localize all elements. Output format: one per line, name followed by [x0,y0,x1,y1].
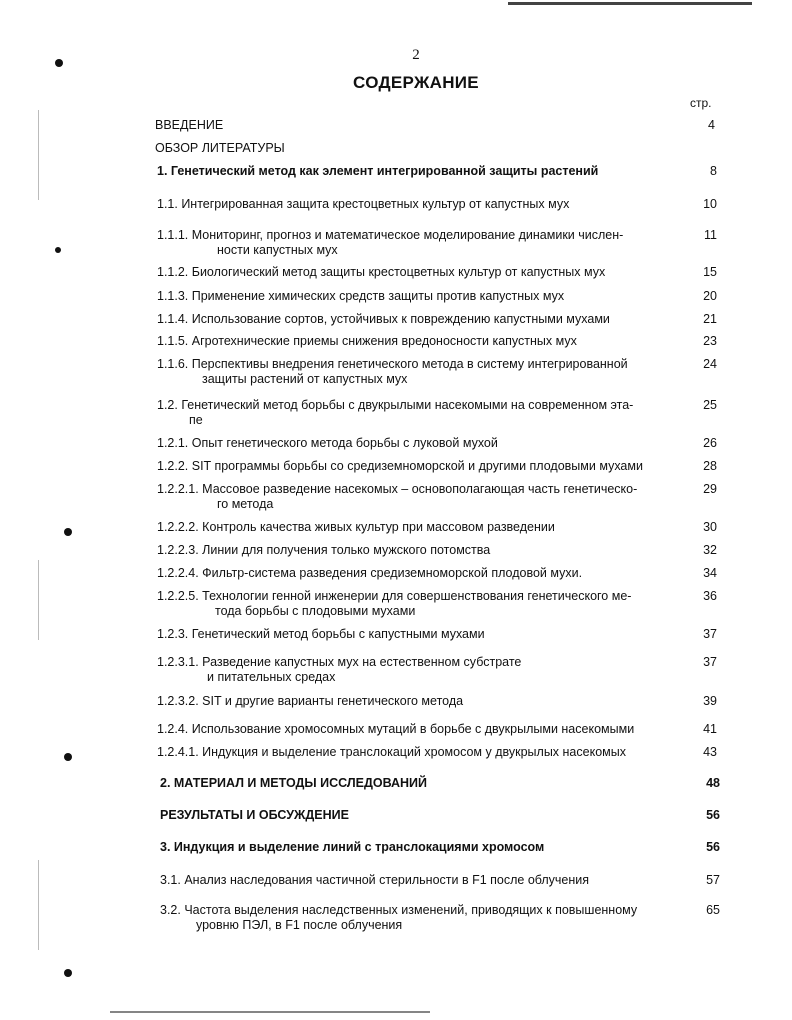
toc-entry [157,655,717,685]
toc-entry-page: 65 [706,903,720,917]
toc-entry [155,118,715,133]
punch-hole-mark [64,753,72,761]
scan-edge-line-left [38,110,39,200]
toc-entry-title: 1.2.1. Опыт генетического метода борьбы с луковой мухой [157,436,498,450]
toc-entry-title: РЕЗУЛЬТАТЫ И ОБСУЖДЕНИЕ [160,808,349,822]
toc-entry [157,543,717,558]
toc-entry [155,141,715,156]
toc-entry-continuation: пе [189,413,203,427]
toc-entry [157,566,717,581]
toc-entry [157,289,717,304]
toc-entry-continuation: уровню ПЭЛ, в F1 после облучения [196,918,403,932]
toc-entry-page: 23 [703,334,717,348]
toc-entry-title: 1.1.2. Биологический метод защиты крестоцветных культур от капустных мух [157,265,606,279]
toc-entry [160,873,720,888]
page-number: 2 [412,47,420,63]
toc-entry-page: 10 [703,197,717,211]
toc-entry-page: 28 [703,459,717,473]
toc-entry [157,334,717,349]
toc-entry-page: 15 [703,265,717,279]
toc-entry-title: 1.2.2.3. Линии для получения только мужского потомства [157,543,491,557]
toc-entry-page: 4 [708,118,715,132]
toc-entry-page: 29 [703,482,717,496]
toc-entry-title: 1.2.4. Использование хромосомных мутаций в борьбе с двукрылыми насекомыми [157,722,635,736]
toc-entry-page: 57 [706,873,720,887]
toc-entry [157,398,717,428]
toc-entry-title: 1.1.5. Агротехнические приемы снижения вредоносности капустных мух [157,334,577,348]
page-title: СОДЕРЖАНИЕ [353,73,479,92]
toc-entry [157,482,717,512]
toc-entry-page: 11 [704,228,717,242]
punch-hole-mark [55,247,61,253]
toc-entry-page: 56 [706,808,720,822]
toc-entry-title: 1.1.6. Перспективы внедрения генетического метода в систему интегрированной [157,357,628,371]
toc-entry [157,589,717,619]
toc-entry-continuation: го метода [217,497,274,511]
toc-entry-page: 21 [703,312,717,326]
toc-entry-page: 8 [710,164,717,178]
toc-entry-page: 25 [703,398,717,412]
toc-entry-title: 1.2.2.2. Контроль качества живых культур при массовом разведении [157,520,555,534]
toc-entry-title: 1.2.3.1. Разведение капустных мух на естественном субстрате [157,655,522,669]
toc-entry-title: 1.2. Генетический метод борьбы с двукрылыми насекомыми на современном эта- [157,398,634,412]
toc-entry-page: 43 [703,745,717,759]
toc-entry [157,265,717,280]
toc-entry-title: 1.2.2.1. Массовое разведение насекомых – основополагающая часть генетическо- [157,482,638,496]
toc-entry [157,228,717,258]
toc-entry-title: 1.2.2.5. Технологии генной инженерии для совершенствования генетического ме- [157,589,632,603]
toc-entry-title: 3. Индукция и выделение линий с транслокациями хромосом [160,840,545,854]
toc-entry-page: 56 [706,840,720,854]
toc-entry-title: 3.2. Частота выделения наследственных изменений, приводящих к повышенному [160,903,638,917]
toc-entry [157,745,717,760]
toc-entry-page: 30 [703,520,717,534]
scan-edge-line-top [508,2,752,5]
toc-entry-title: 1.2.4.1. Индукция и выделение транслокаций хромосом у двукрылых насекомых [157,745,626,759]
toc-entry-page: 37 [703,627,717,641]
toc-entry-page: 32 [703,543,717,557]
toc-entry-title: 2. МАТЕРИАЛ И МЕТОДЫ ИССЛЕДОВАНИЙ [160,776,428,790]
toc-entry [160,903,720,933]
page-column-label: стр. [690,96,712,110]
toc-entry [157,459,717,474]
toc-entry [157,436,717,451]
toc-entry-continuation: ности капустных мух [217,243,338,257]
toc-entry-continuation: и питательных средах [207,670,336,684]
toc-entry-page: 48 [706,776,720,790]
toc-entry-title: 1.1.4. Использование сортов, устойчивых к повреждению капустными мухами [157,312,610,326]
scan-edge-line-bottom [110,1011,430,1013]
toc-entry-title: 1.2.2. SIT программы борьбы со средиземноморской и другими плодовыми мухами [157,459,643,473]
toc-entry-page: 26 [703,436,717,450]
toc-entry [157,694,717,709]
toc-entry-continuation: тода борьбы с плодовыми мухами [215,604,416,618]
toc-entry-title: 1.2.2.4. Фильтр-система разведения средиземноморской плодовой мухи. [157,566,583,580]
toc-entry [157,357,717,387]
toc-entry-page: 36 [703,589,717,603]
toc-entry [157,197,717,212]
toc-entry [157,164,717,179]
toc-entry-title: 1.1.1. Мониторинг, прогноз и математическое моделирование динамики числен- [157,228,624,242]
toc-entry-continuation: защиты растений от капустных мух [202,372,408,386]
toc-entry-page: 39 [703,694,717,708]
toc-entry [160,776,720,791]
toc-entry-title: ОБЗОР ЛИТЕРАТУРЫ [155,141,285,155]
toc-entry [157,312,717,327]
toc-entry-title: 1.1.3. Применение химических средств защиты против капустных мух [157,289,565,303]
scan-edge-line-left [38,560,39,640]
toc-entry-page: 41 [703,722,717,736]
toc-entry-page: 20 [703,289,717,303]
toc-entry-title: 1.2.3. Генетический метод борьбы с капустными мухами [157,627,485,641]
toc-entry-page: 34 [703,566,717,580]
scan-edge-line-left [38,860,39,950]
toc-entry [157,722,717,737]
toc-entry-title: 1.1. Интегрированная защита крестоцветных культур от капустных мух [157,197,570,211]
toc-entry-page: 24 [703,357,717,371]
punch-hole-mark [64,969,72,977]
toc-entry-title: 3.1. Анализ наследования частичной стерильности в F1 после облучения [160,873,590,887]
toc-entry [157,520,717,535]
punch-hole-mark [64,528,72,536]
toc-entry-title: 1.2.3.2. SIT и другие варианты генетического метода [157,694,464,708]
toc-entry-title: 1. Генетический метод как элемент интегрированной защиты растений [157,164,599,178]
toc-entry-page: 37 [703,655,717,669]
toc-entry [157,627,717,642]
toc-entry-title: ВВЕДЕНИЕ [155,118,224,132]
toc-entry [160,808,720,823]
toc-entry [160,840,720,855]
